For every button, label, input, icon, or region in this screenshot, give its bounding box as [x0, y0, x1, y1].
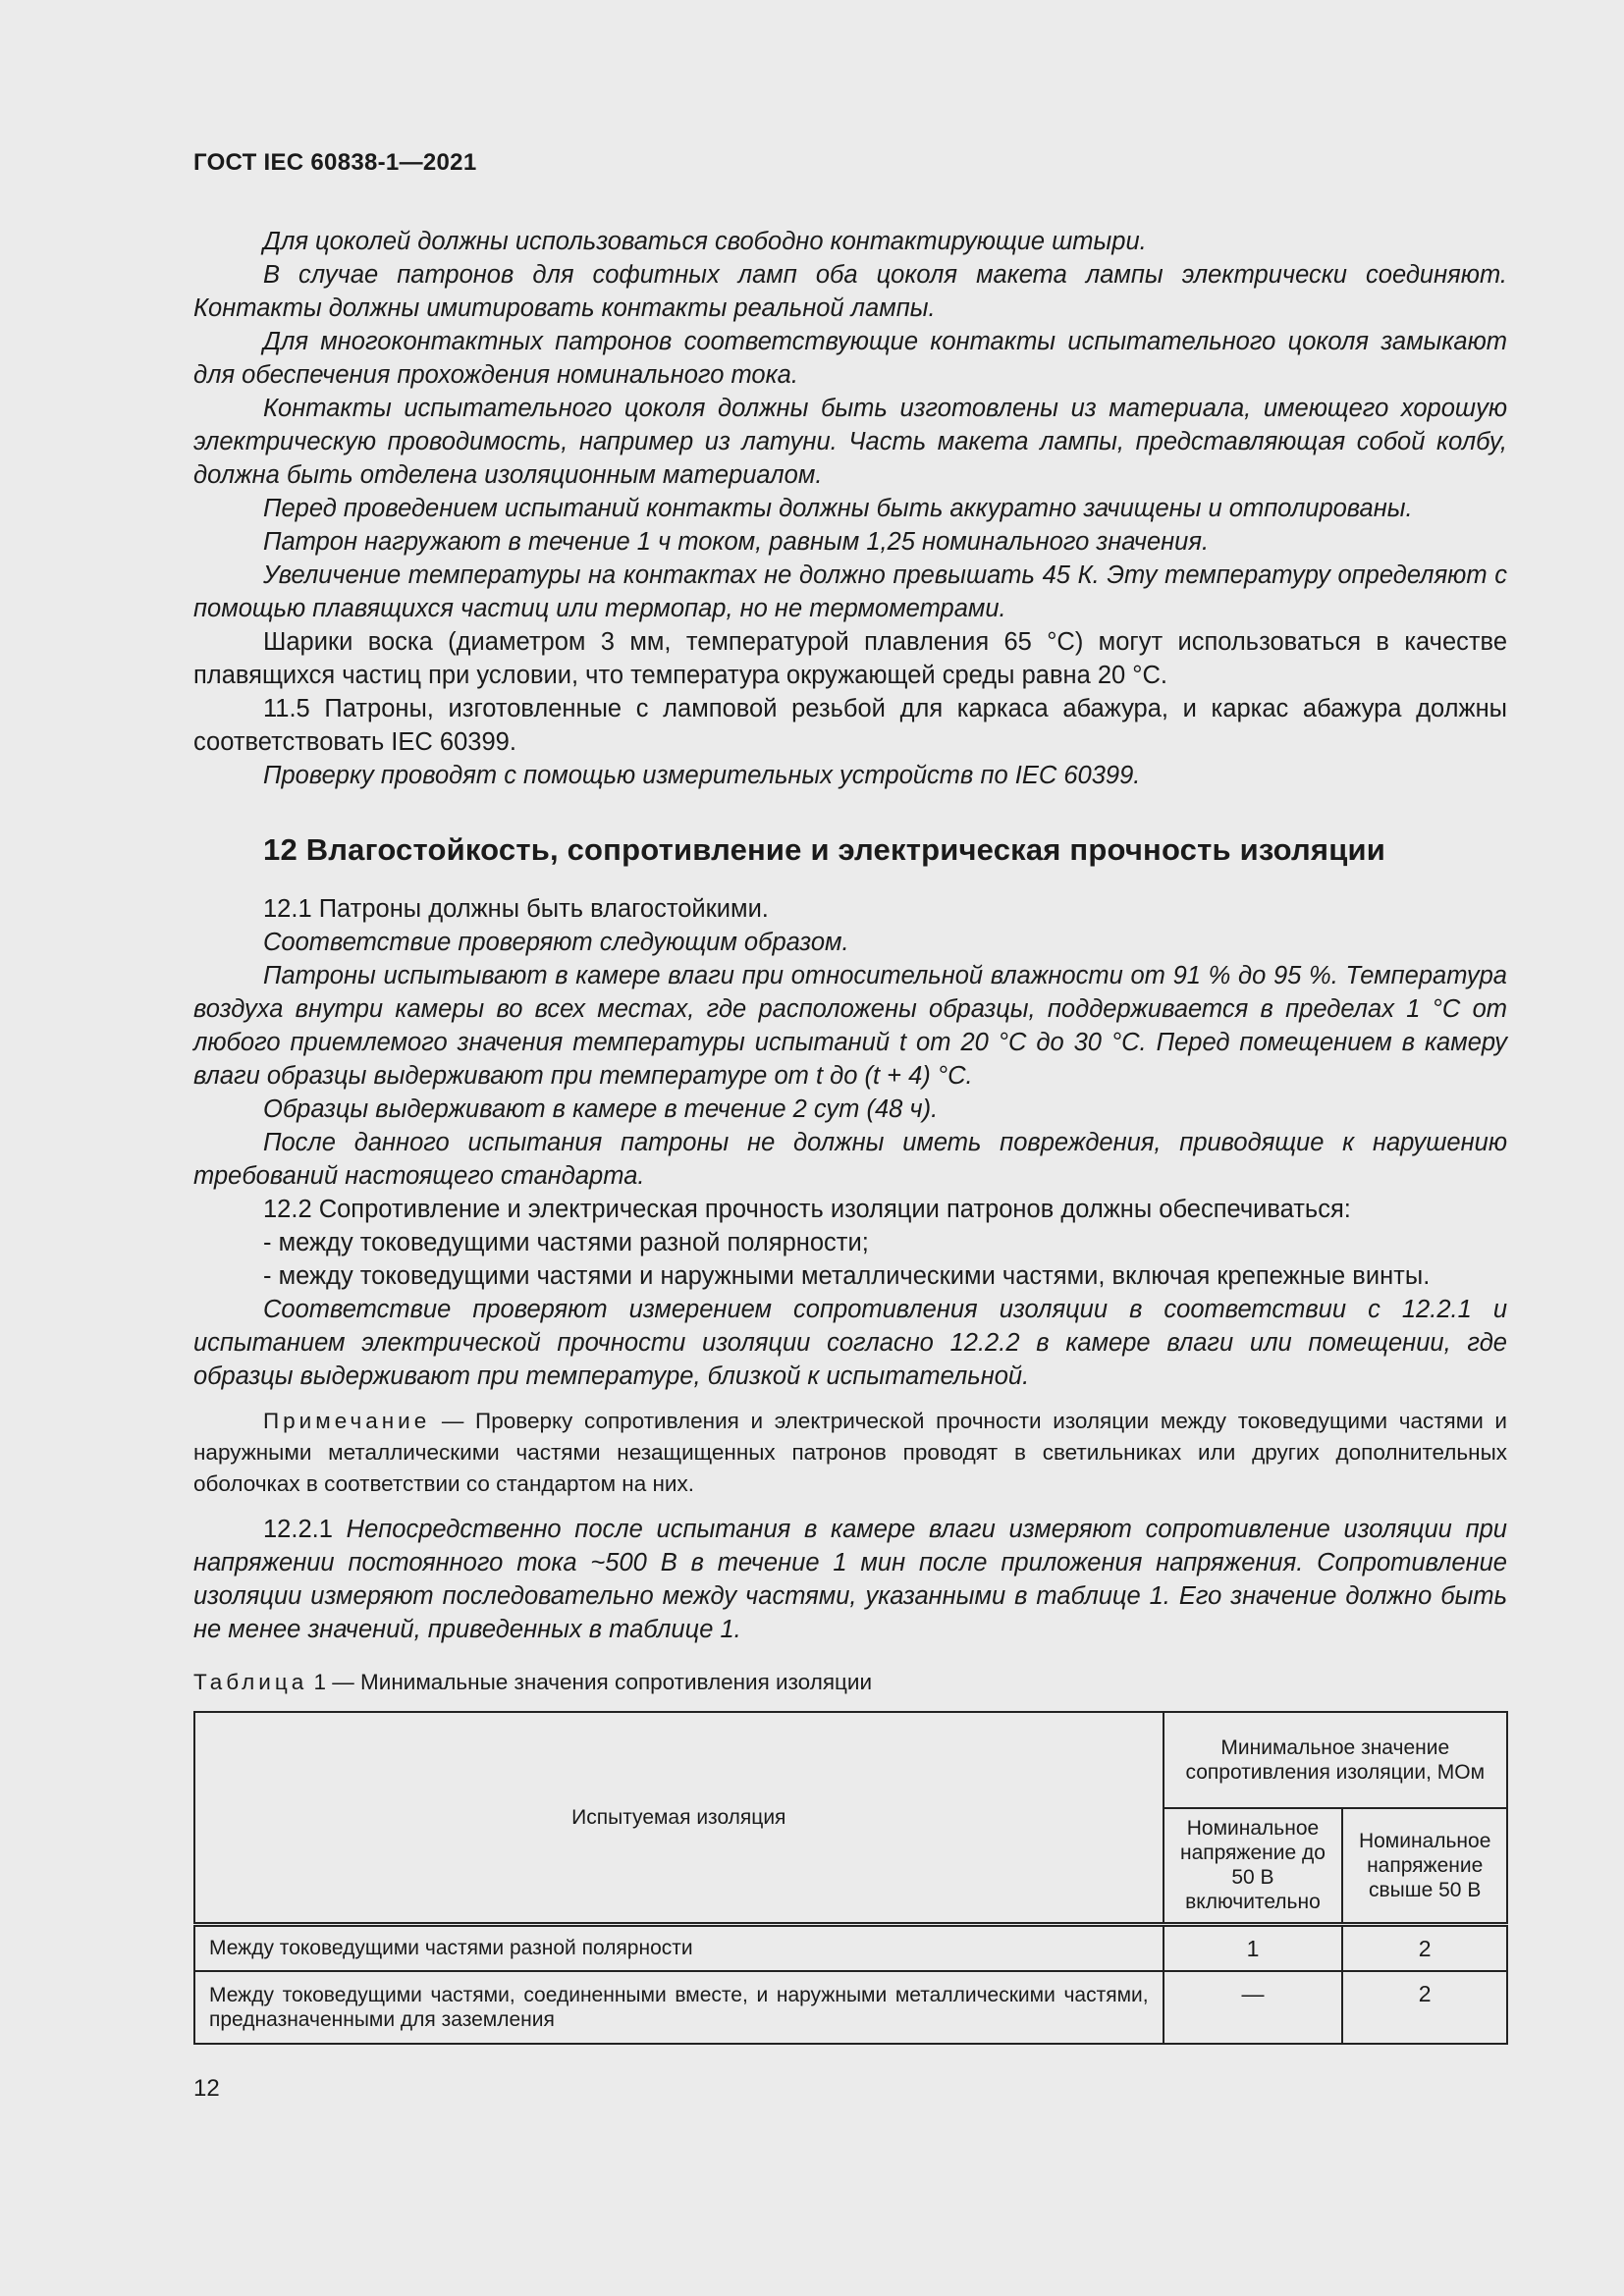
table-header-row	[194, 1712, 1507, 1808]
paragraph: 11.5 Патроны, изготовленные с ламповой резьбой для каркаса абажура, и каркас абажура должны соответствовать IEC 60399.	[193, 695, 1507, 756]
table-caption	[193, 1670, 872, 1695]
paragraph: Для многоконтактных патронов соответствующие контакты испытательного цоколя замыкают для обеспечения прохождения номинального тока.	[193, 328, 1507, 389]
header-low-voltage: Номинальное напряжение до 50 В включительно	[1164, 1808, 1343, 1924]
paragraph: Соответствие проверяют измерением сопротивления изоляции в соответствии с 12.2.1 и испытанием электрической прочности изоляции согласно 12.2.2 в камере влаги или помещении, где образцы выдерживают при температуре, близкой к испытательной.	[193, 1296, 1507, 1390]
paragraph: В случае патронов для софитных ламп оба цоколя макета лампы электрически соединяют. Контакты должны имитировать контакты реальной лампы.	[193, 261, 1507, 322]
page-number: 12	[193, 2075, 220, 2102]
paragraph: Патроны испытывают в камере влаги при относительной влажности от 91 % до 95 %. Температура воздуха внутри камеры во всех местах, где расположены образцы, поддерживается в пределах 1 °С от любого приемлемого значения температуры испытаний t от 20 °С до 30 °С. Перед помещением в камеру влаги образцы выдерживают при температуре от t до (t + 4) °С.	[193, 962, 1507, 1090]
note-text: — Проверку сопротивления и электрической прочности изоляции между токоведущими частями и наружными металлическими частями незащищенных патронов проводят в светильниках или других дополнительных оболочках в соответствии со стандартом на них.	[193, 1409, 1507, 1496]
paragraph: Шарики воска (диаметром 3 мм, температурой плавления 65 °С) могут использоваться в качестве плавящихся частиц при условии, что температура окружающей среды равна 20 °С.	[193, 628, 1507, 689]
paragraph: 12.1 Патроны должны быть влагостойкими.	[263, 895, 769, 923]
note-paragraph	[193, 1406, 1507, 1500]
header-min-value: Минимальное значение сопротивления изоляции, МОм	[1164, 1712, 1507, 1808]
table-caption-label: Таблица	[193, 1670, 308, 1694]
value-low-voltage: —	[1164, 1971, 1343, 2044]
value-low-voltage: 1	[1164, 1924, 1343, 1971]
value-high-voltage: 2	[1342, 1971, 1507, 2044]
paragraph: Для цоколей должны использоваться свободно контактирующие штыри.	[263, 228, 1147, 255]
paragraph: Проверку проводят с помощью измерительных устройств по IEC 60399.	[263, 762, 1141, 789]
row-label: Между токоведущими частями, соединенными вместе, и наружными металлическими частями, предназначенными для заземления	[194, 1971, 1164, 2044]
paragraph: Перед проведением испытаний контакты должны быть аккуратно зачищены и отполированы.	[263, 495, 1413, 522]
text-block-3	[193, 1513, 1507, 1646]
text-block-2	[193, 892, 1507, 1393]
row-label: Между токоведущими частями разной полярности	[194, 1924, 1164, 1971]
note-block	[193, 1406, 1507, 1500]
paragraph: Патрон нагружают в течение 1 ч током, равным 1,25 номинального значения.	[263, 528, 1210, 556]
paragraph: 12.2 Сопротивление и электрическая прочность изоляции патронов должны обеспечиваться:	[263, 1196, 1351, 1223]
header-high-voltage: Номинальное напряжение свыше 50 В	[1342, 1808, 1507, 1924]
section-heading: 12 Влагостойкость, сопротивление и электрическая прочность изоляции	[263, 832, 1385, 867]
paragraph: После данного испытания патроны не должны иметь повреждения, приводящие к нарушению требований настоящего стандарта.	[193, 1129, 1507, 1190]
paragraph: Увеличение температуры на контактах не должно превышать 45 К. Эту температуру определяют с помощью плавящихся частиц или термопар, но не термометрами.	[193, 561, 1507, 622]
paragraph: - между токоведущими частями разной полярности;	[263, 1229, 869, 1256]
table-row	[194, 1971, 1507, 2044]
header-insulation: Испытуемая изоляция	[194, 1712, 1164, 1924]
paragraph: Контакты испытательного цоколя должны быть изготовлены из материала, имеющего хорошую электрическую проводимость, например из латуни. Часть макета лампы, представляющая собой колбу, должна быть отделена изоляционным материалом.	[193, 395, 1507, 489]
document-header: ГОСТ IEC 60838-1—2021	[193, 149, 477, 176]
value-high-voltage: 2	[1342, 1924, 1507, 1971]
text-block-1	[193, 225, 1507, 792]
paragraph: - между токоведущими частями и наружными металлическими частями, включая крепежные винты.	[263, 1262, 1431, 1290]
clause-number: 12.2.1	[263, 1516, 333, 1543]
table-row	[194, 1924, 1507, 1971]
paragraph: Соответствие проверяют следующим образом.	[263, 929, 849, 956]
paragraph: Образцы выдерживают в камере в течение 2 сут (48 ч).	[263, 1095, 939, 1123]
note-label: Примечание	[263, 1409, 431, 1433]
insulation-resistance-table	[193, 1711, 1508, 2045]
clause-text: Непосредственно после испытания в камере влаги измеряют сопротивление изоляции при напряжении постоянного тока ~500 В в течение 1 мин после приложения напряжения. Сопротивление изоляции измеряют последовательно между частями, указанными в таблице 1. Его значение должно быть не менее значений, приведенных в таблице 1.	[193, 1516, 1507, 1643]
table-caption-text: 1 — Минимальные значения сопротивления изоляции	[313, 1670, 873, 1694]
paragraph	[193, 1513, 1507, 1646]
